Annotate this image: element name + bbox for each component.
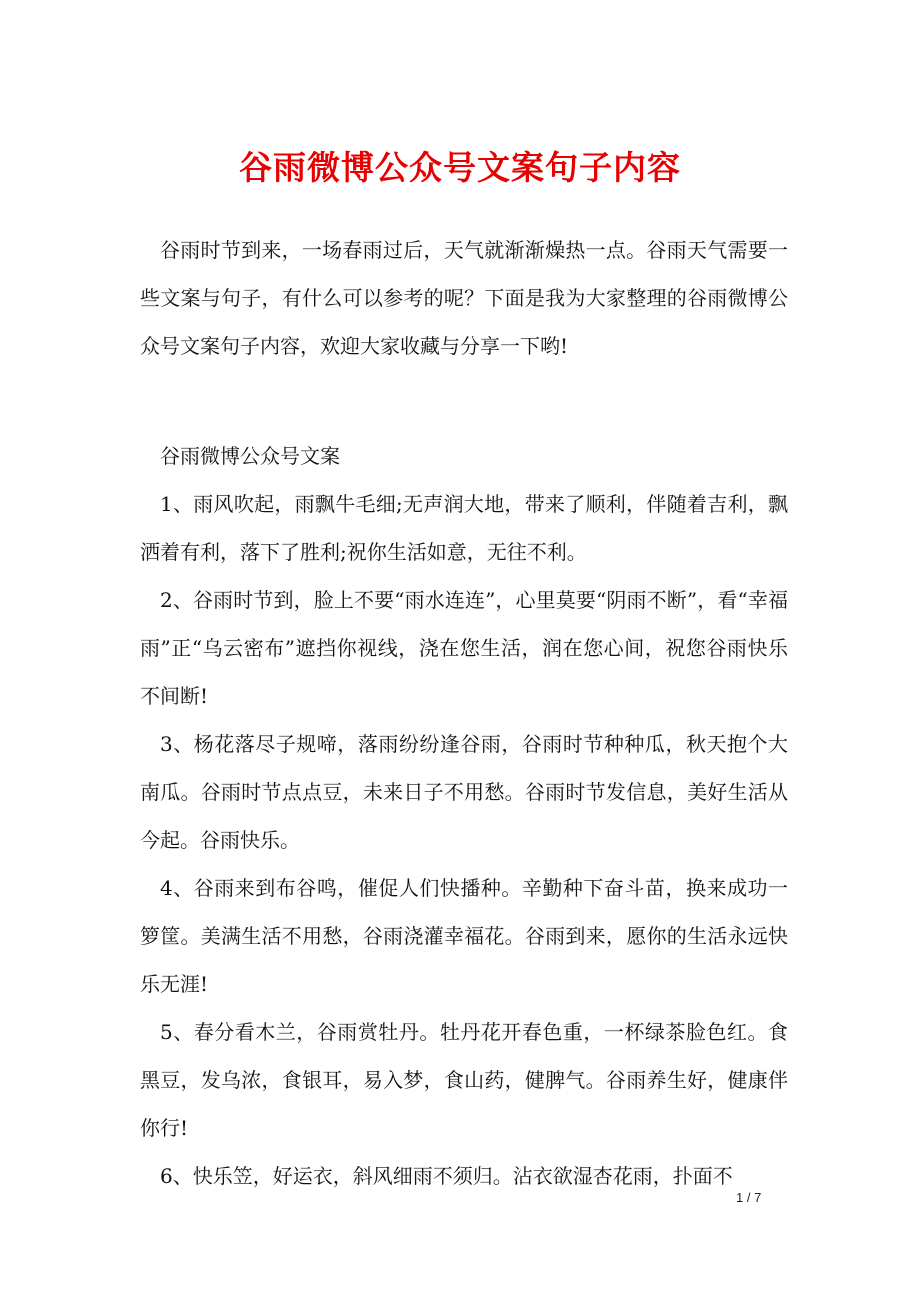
section-heading: 谷雨微博公众号文案 [160, 444, 340, 468]
intro-paragraph: 谷雨时节到来，一场春雨过后，天气就渐渐燥热一点。谷雨天气需要一些文案与句子，有什么可以参考的呢？下面是我为大家整理的谷雨微博公众号文案句子内容，欢迎大家收藏与分享一下哟! [140, 238, 788, 358]
list-item: 3、杨花落尽子规啼，落雨纷纷逢谷雨，谷雨时节种种瓜，秋天抱个大南瓜。谷雨时节点点豆，未来日子不用愁。谷雨时节发信息，美好生活从今起。谷雨快乐。 [140, 732, 788, 852]
list-item: 1、雨风吹起，雨飘牛毛细;无声润大地，带来了顺利，伴随着吉利，飘洒着有利，落下了胜利;祝你生活如意，无往不利。 [140, 492, 788, 564]
list-item: 6、快乐笠，好运衣，斜风细雨不须归。沾衣欲湿杏花雨，扑面不 [160, 1164, 733, 1188]
paragraph-spacer [140, 370, 788, 432]
list-item: 2、谷雨时节到，脸上不要“雨水连连”，心里莫要“阴雨不断”，看“幸福雨”正“乌云密布”遮挡你视线，浇在您生活，润在您心间，祝您谷雨快乐不间断! [140, 588, 788, 708]
document-body [140, 226, 788, 1200]
page-number: 1 / 7 [736, 1190, 762, 1205]
list-item: 4、谷雨来到布谷鸣，催促人们快播种。辛勤种下奋斗苗，换来成功一箩筐。美满生活不用愁，谷雨浇灌幸福花。谷雨到来，愿你的生活永远快乐无涯! [140, 876, 788, 996]
list-item: 5、春分看木兰，谷雨赏牡丹。牡丹花开春色重，一杯绿茶脸色红。食黑豆，发乌浓，食银耳，易入梦，食山药，健脾气。谷雨养生好，健康伴你行! [140, 1020, 788, 1140]
document-title: 谷雨微博公众号文案句子内容 [239, 148, 681, 187]
